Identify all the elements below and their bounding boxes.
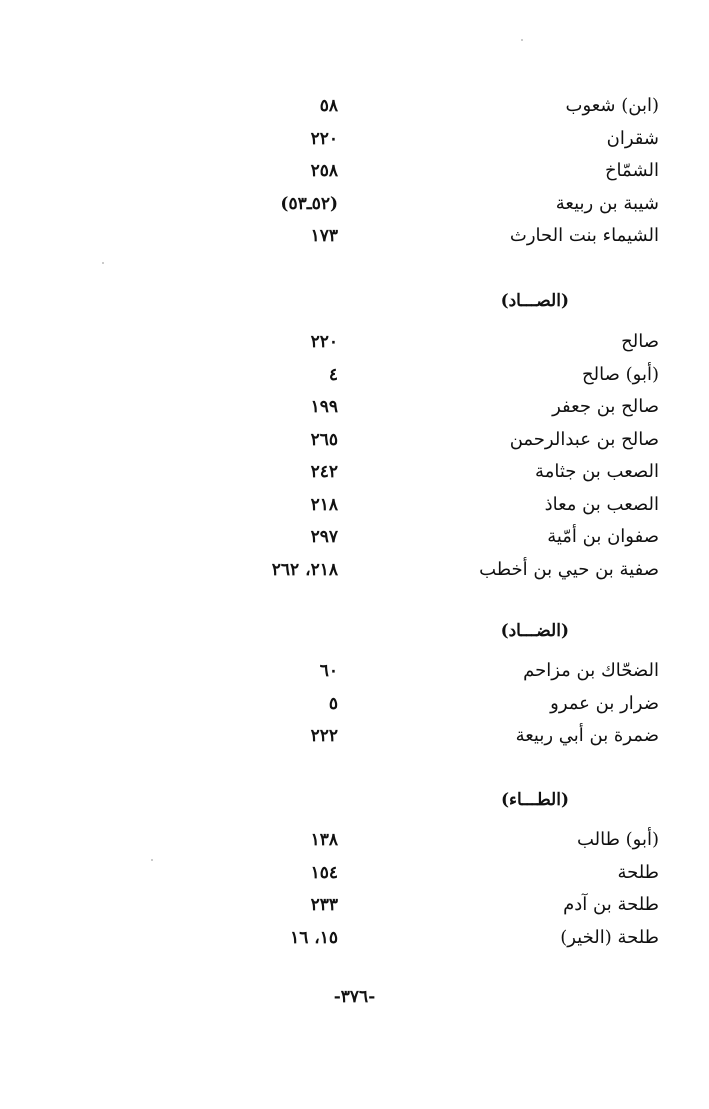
index-group-taa (0, 826, 709, 956)
index-entry (0, 157, 709, 190)
index-entry (0, 523, 709, 556)
entry-pages: ٥ (328, 693, 338, 714)
entry-name: صالح (621, 331, 659, 352)
entry-name: صفية بن حيي بن أخطب (479, 558, 659, 580)
entry-name: الشمّاخ (604, 160, 659, 181)
section-heading-daad: (الضـــاد) (500, 621, 569, 641)
index-entry (0, 556, 709, 589)
index-entry (0, 426, 709, 459)
entry-pages: ٢٦٥ (310, 429, 338, 450)
entry-pages: ٢٩٧ (310, 527, 338, 547)
entry-name: طلحة (617, 861, 659, 883)
index-entry (0, 393, 709, 426)
index-entry (0, 92, 709, 125)
entry-pages: ١٣٨ (310, 830, 338, 850)
index-group-sheen (0, 92, 709, 255)
entry-pages: ٥٨ (319, 96, 338, 116)
section-heading-taa: (الطـــاء) (500, 790, 569, 810)
entry-pages: ٦٠ (319, 661, 338, 681)
scan-speck (151, 859, 153, 861)
index-entry (0, 222, 709, 255)
entry-pages: ٢٢٢ (310, 726, 338, 746)
entry-name: الصعب بن معاذ (544, 493, 659, 515)
entry-name: الصعب بن جثامة (535, 461, 659, 482)
entry-name: طلحة (الخير) (560, 926, 659, 948)
entry-pages: ٢٢٠ (310, 128, 338, 149)
index-entry (0, 859, 709, 892)
entry-name: طلحة بن آدم (563, 894, 659, 915)
entry-name: (ابن) شعوب (565, 95, 659, 116)
index-entry (0, 826, 709, 859)
entry-name: (أبو) صالح (582, 363, 659, 385)
entry-pages: ١٧٣ (310, 226, 338, 246)
index-entry (0, 891, 709, 924)
entry-pages: ٢٤٢ (310, 462, 338, 482)
entry-name: الضحّاك بن مزاحم (523, 660, 659, 681)
scan-speck (521, 39, 523, 41)
entry-name: ضمرة بن أبي ربيعة (515, 725, 659, 746)
entry-pages: ٢٣٣ (310, 895, 338, 915)
entry-pages: ١٥، ١٦ (290, 927, 338, 948)
entry-name: ضرار بن عمرو (550, 692, 659, 714)
entry-pages: (٥٢ـ٥٣) (280, 193, 338, 214)
entry-pages: ٢٢٠ (310, 332, 338, 352)
index-entry (0, 328, 709, 361)
entry-name: (أبو) طالب (576, 829, 659, 850)
index-entry (0, 722, 709, 755)
scan-speck (102, 262, 104, 264)
page-number: -٣٧٦- (333, 987, 376, 1007)
index-entry (0, 190, 709, 223)
index-entry (0, 924, 709, 957)
index-entry (0, 491, 709, 524)
entry-pages: ٤ (328, 364, 338, 385)
entry-pages: ٢٥٨ (310, 161, 338, 181)
entry-name: صالح بن عبدالرحمن (509, 428, 659, 450)
index-entry (0, 458, 709, 491)
index-entry (0, 125, 709, 158)
entry-name: شقران (606, 127, 659, 149)
index-group-daad (0, 657, 709, 755)
entry-name: الشيماء بنت الحارث (509, 225, 659, 246)
entry-name: شيبة بن ربيعة (555, 192, 659, 214)
entry-pages: ١٥٤ (310, 862, 338, 883)
entry-pages: ١٩٩ (310, 397, 338, 417)
index-entry (0, 361, 709, 394)
entry-pages: ٢١٨ (310, 494, 338, 515)
entry-name: صالح بن جعفر (552, 396, 659, 417)
section-heading-saad: (الصـــاد) (500, 291, 569, 311)
entry-name: صفوان بن أمّية (547, 526, 659, 547)
index-entry (0, 690, 709, 723)
index-entry (0, 657, 709, 690)
index-group-saad (0, 328, 709, 588)
entry-pages: ٢١٨، ٢٦٢ (271, 559, 338, 580)
